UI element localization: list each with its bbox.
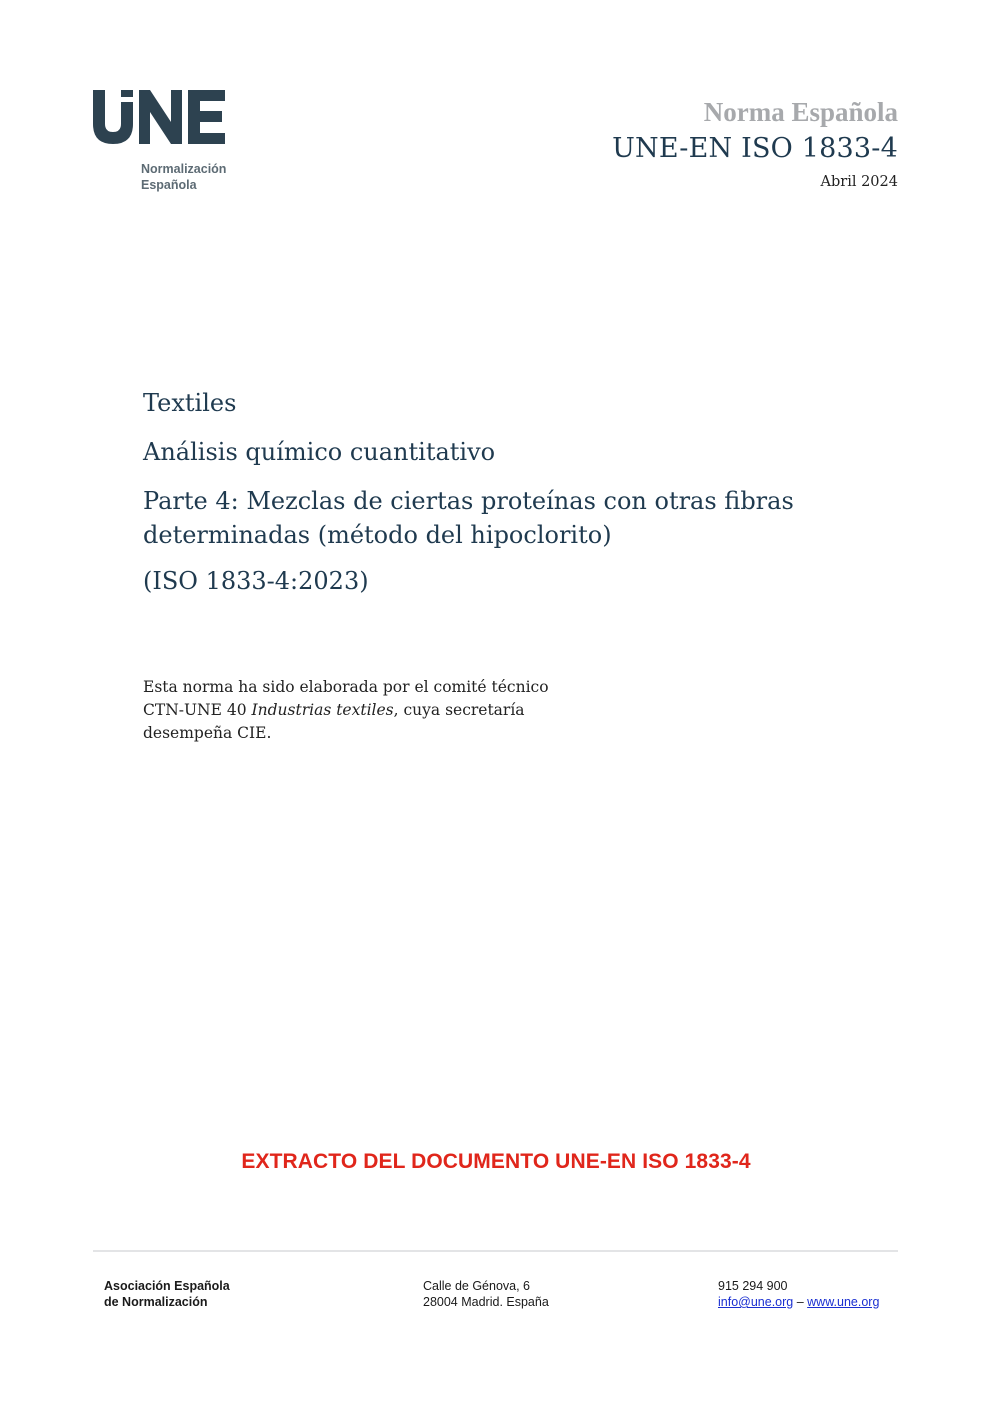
footer-organization [104,1278,230,1310]
standard-date: Abril 2024 [820,174,898,190]
title-line-part-b: determinadas (método del hipoclorito) [143,521,612,549]
footer-org-line1: Asociación Española [104,1279,230,1293]
footer-phone: 915 294 900 [718,1279,788,1293]
committee-line3: desempeña CIE. [143,724,272,742]
une-logo-icon [93,90,225,144]
committee-line2 [143,699,603,722]
title-line-iso-ref: (ISO 1833-4:2023) [143,567,369,595]
footer-contact [718,1278,879,1310]
title-line-part [143,484,863,552]
footer-links [718,1294,879,1310]
extract-notice: EXTRACTO DEL DOCUMENTO UNE-EN ISO 1833-4 [241,1150,751,1173]
footer-address-line1: Calle de Génova, 6 [423,1279,531,1293]
standard-label: Norma Española [703,97,898,127]
footer-address-line2: 28004 Madrid. España [423,1295,549,1309]
footer-link-separator: – [793,1295,808,1309]
committee-statement [143,676,603,745]
logo-subtitle-line2: Española [141,178,197,192]
footer-website-link[interactable]: www.une.org [807,1295,880,1309]
title-line-textiles: Textiles [143,389,237,417]
document-title [143,386,863,613]
title-line-analysis: Análisis químico cuantitativo [143,438,496,466]
committee-name: Industrias textiles [251,701,394,719]
committee-line2-suffix: , cuya secretaría [393,701,525,719]
footer-divider [93,1250,898,1252]
footer-org-line2: de Normalización [104,1295,208,1309]
logo-subtitle [141,161,226,193]
title-line-part-a: Parte 4: Mezclas de ciertas proteínas con otras fibras [143,487,794,515]
standard-header [612,96,898,190]
standard-code: UNE-EN ISO 1833-4 [612,133,898,164]
logo-subtitle-line1: Normalización [141,162,227,176]
footer-address [423,1278,549,1310]
committee-code: CTN-UNE 40 [143,701,252,719]
footer-email-link[interactable]: info@une.org [718,1295,794,1309]
committee-line1: Esta norma ha sido elaborada por el comité técnico [143,678,549,696]
